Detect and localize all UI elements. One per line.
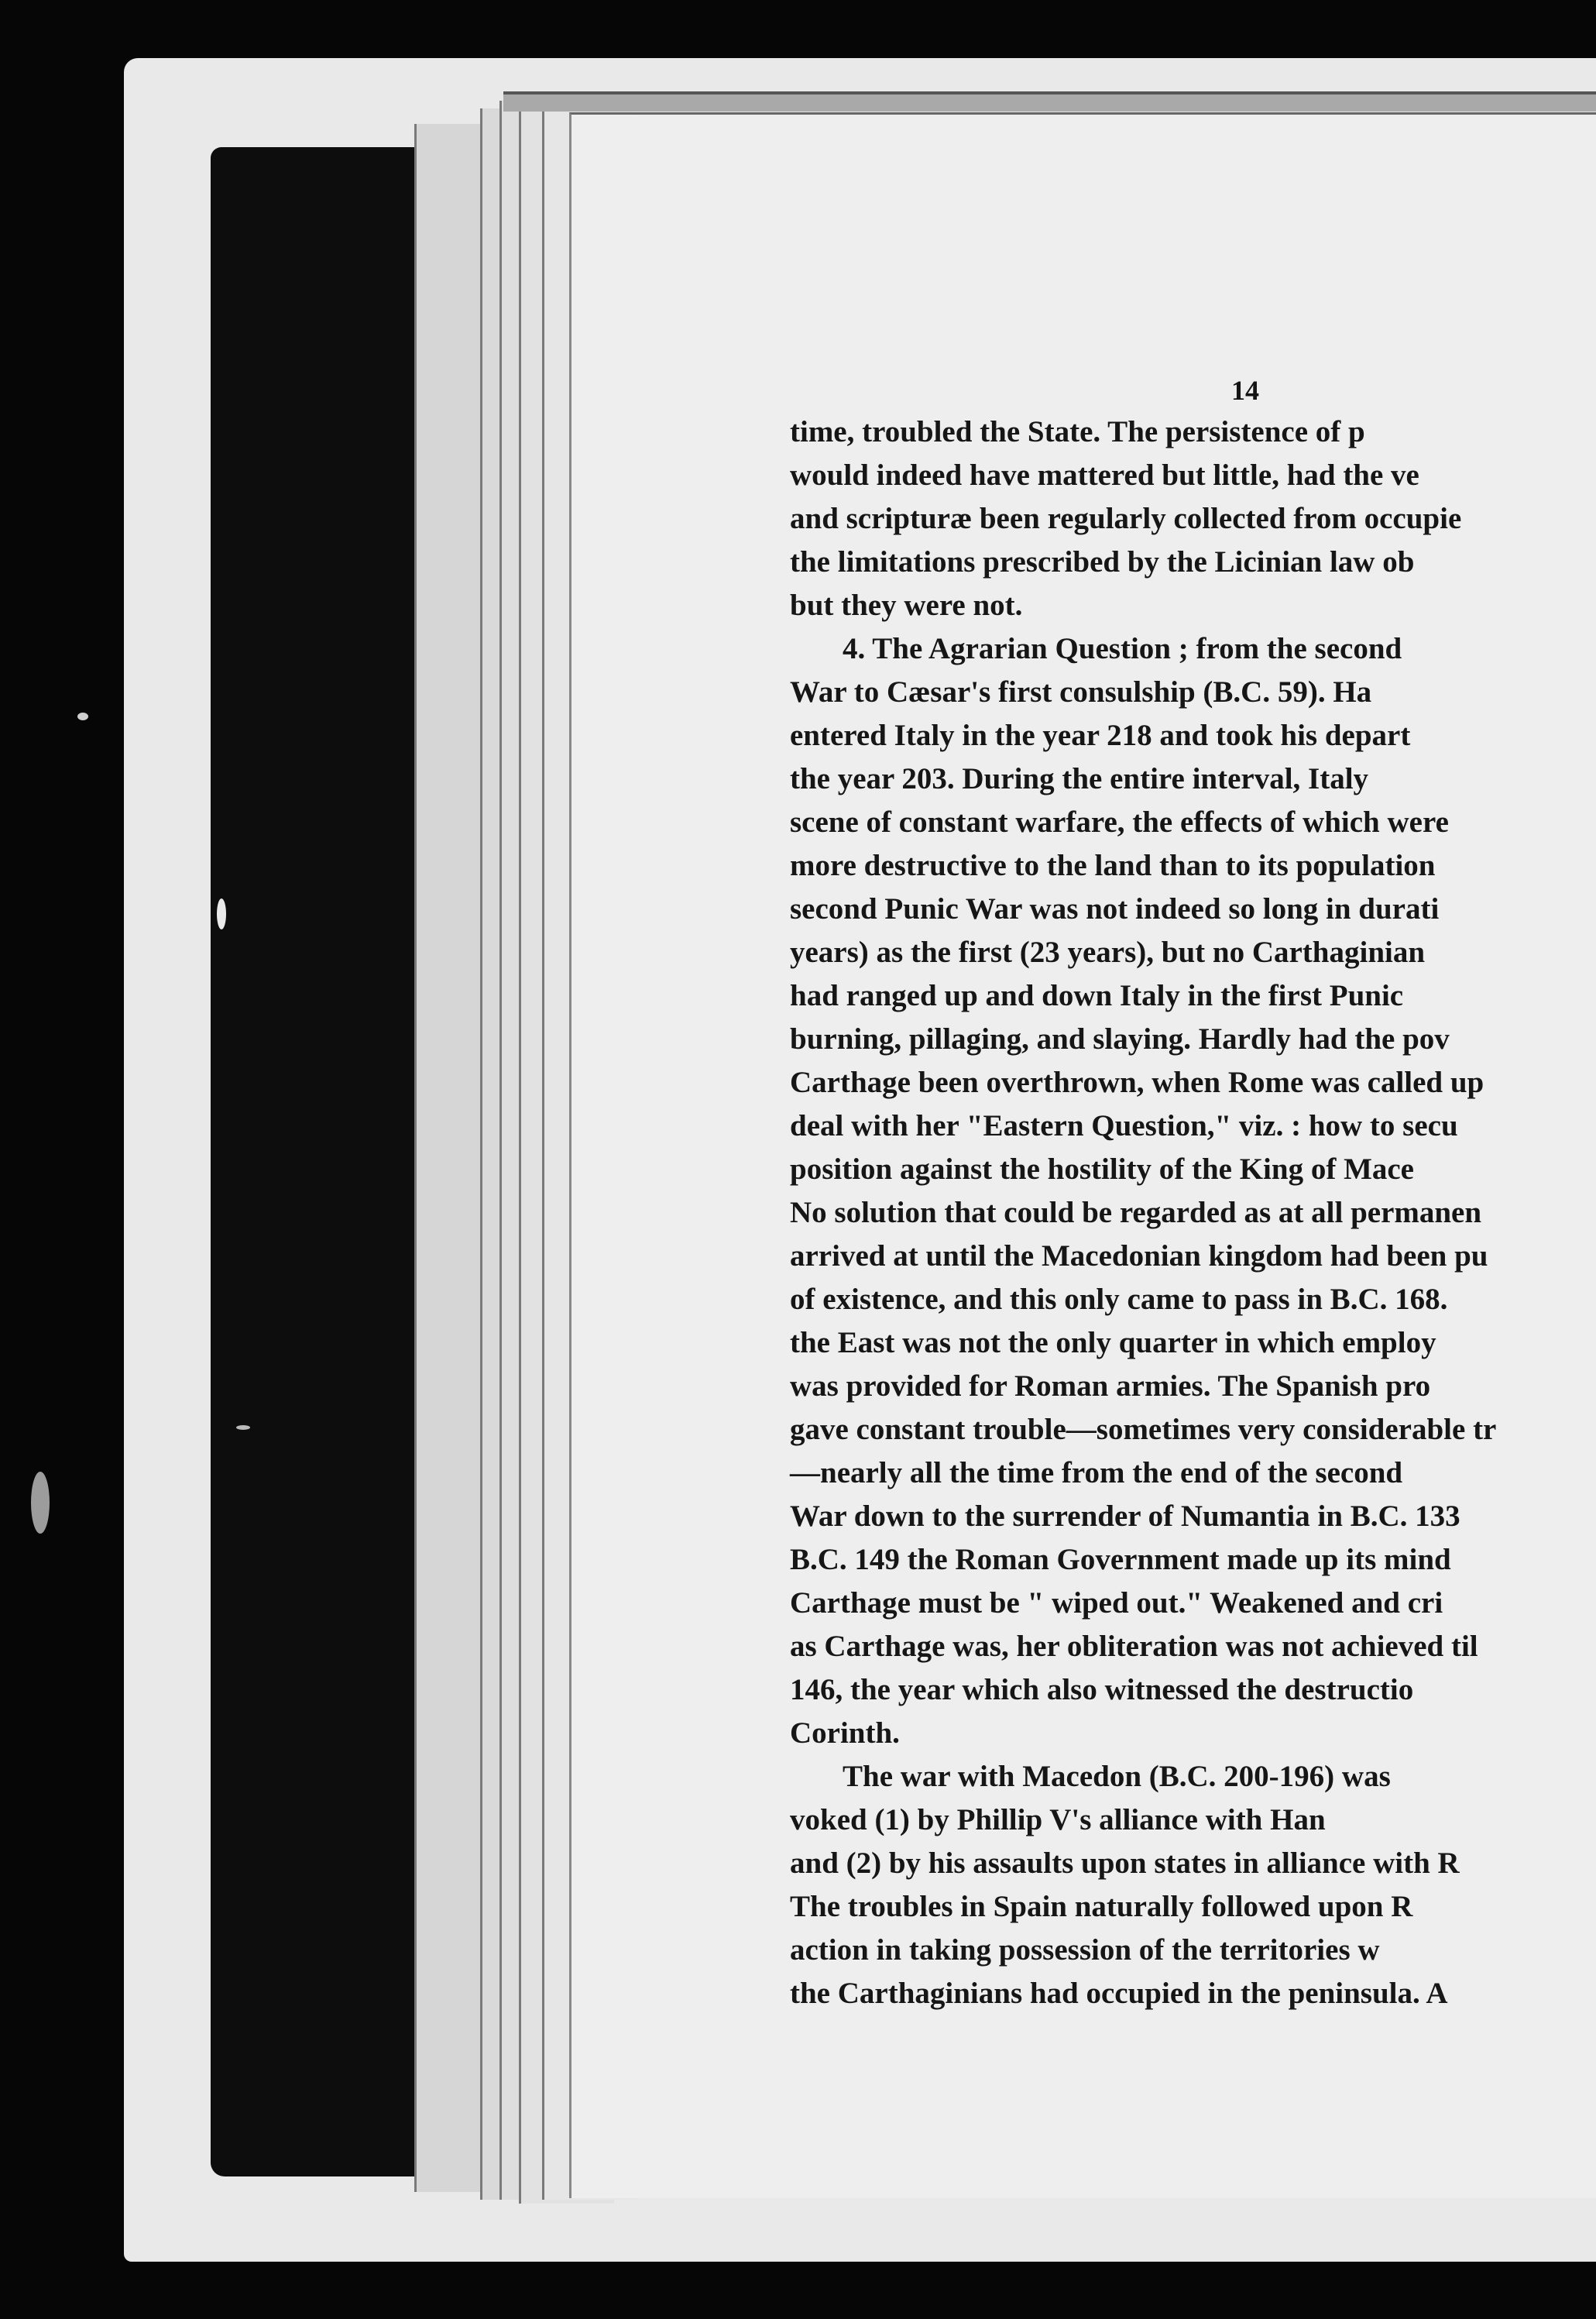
text-line: B.C. 149 the Roman Government made up its mind bbox=[790, 1543, 1451, 1576]
text-line: War down to the surrender of Numantia in B.C. 133 bbox=[790, 1500, 1460, 1533]
scan-artifact bbox=[31, 1472, 50, 1534]
scan-artifact bbox=[236, 1425, 250, 1430]
text-line: 146, the year which also witnessed the destructio bbox=[790, 1673, 1414, 1706]
text-line: The troubles in Spain naturally followed upon R bbox=[790, 1890, 1413, 1923]
text-line: the East was not the only quarter in which employ bbox=[790, 1326, 1436, 1359]
text-line: and (2) by his assaults upon states in alliance with R bbox=[790, 1847, 1460, 1880]
text-line: second Punic War was not indeed so long in durati bbox=[790, 892, 1440, 926]
text-line: burning, pillaging, and slaying. Hardly had the pov bbox=[790, 1022, 1450, 1056]
text-line: The war with Macedon (B.C. 200-196) was bbox=[843, 1760, 1391, 1793]
text-line: more destructive to the land than to its population bbox=[790, 849, 1436, 882]
body-text bbox=[790, 411, 1596, 2015]
dark-board bbox=[211, 147, 443, 2176]
text-line: scene of constant warfare, the effects of which were bbox=[790, 806, 1449, 839]
text-line: of existence, and this only came to pass in B.C. 168. bbox=[790, 1283, 1448, 1316]
paragraph bbox=[790, 411, 1596, 627]
text-line: arrived at until the Macedonian kingdom had been pu bbox=[790, 1239, 1488, 1273]
text-line: as Carthage was, her obliteration was not achieved til bbox=[790, 1630, 1478, 1663]
text-line: gave constant trouble—sometimes very considerable tr bbox=[790, 1413, 1497, 1446]
text-line: position against the hostility of the King of Mace bbox=[790, 1153, 1414, 1186]
paragraph bbox=[790, 627, 1596, 1755]
text-line: had ranged up and down Italy in the first Punic bbox=[790, 979, 1404, 1012]
paragraph bbox=[790, 1755, 1596, 2015]
text-line: the Carthaginians had occupied in the peninsula. A bbox=[790, 1977, 1448, 2010]
text-line: —nearly all the time from the end of the second bbox=[790, 1456, 1403, 1489]
text-line: the limitations prescribed by the Licinian law ob bbox=[790, 545, 1415, 579]
text-line: years) as the first (23 years), but no Carthaginian bbox=[790, 936, 1426, 969]
text-line: Corinth. bbox=[790, 1716, 900, 1750]
text-line: was provided for Roman armies. The Spanish pro bbox=[790, 1369, 1431, 1403]
text-line: and scripturæ been regularly collected from occupie bbox=[790, 502, 1462, 535]
text-line: but they were not. bbox=[790, 589, 1023, 622]
section-heading-line: War to Cæsar's first consulship (B.C. 59). Ha bbox=[790, 675, 1372, 709]
page-top-edge bbox=[503, 91, 1596, 112]
text-line: deal with her "Eastern Question," viz. : how to secu bbox=[790, 1109, 1458, 1142]
page-number: 14 bbox=[1231, 375, 1259, 406]
text-line: No solution that could be regarded as at all permanen bbox=[790, 1196, 1482, 1229]
scan-artifact bbox=[77, 713, 88, 720]
text-line: would indeed have mattered but little, had the ve bbox=[790, 459, 1419, 492]
text-line: action in taking possession of the territories w bbox=[790, 1933, 1380, 1967]
text-line: time, troubled the State. The persistence of p bbox=[790, 415, 1365, 448]
text-line: entered Italy in the year 218 and took his depart bbox=[790, 719, 1411, 752]
text-line: Carthage been overthrown, when Rome was called up bbox=[790, 1066, 1484, 1099]
text-line: voked (1) by Phillip V's alliance with Han bbox=[790, 1803, 1326, 1836]
text-line: the year 203. During the entire interval, Italy bbox=[790, 762, 1369, 795]
scan-artifact bbox=[217, 898, 226, 929]
section-heading-line: 4. The Agrarian Question ; from the second bbox=[843, 632, 1402, 665]
text-line: Carthage must be " wiped out." Weakened and cri bbox=[790, 1586, 1443, 1620]
